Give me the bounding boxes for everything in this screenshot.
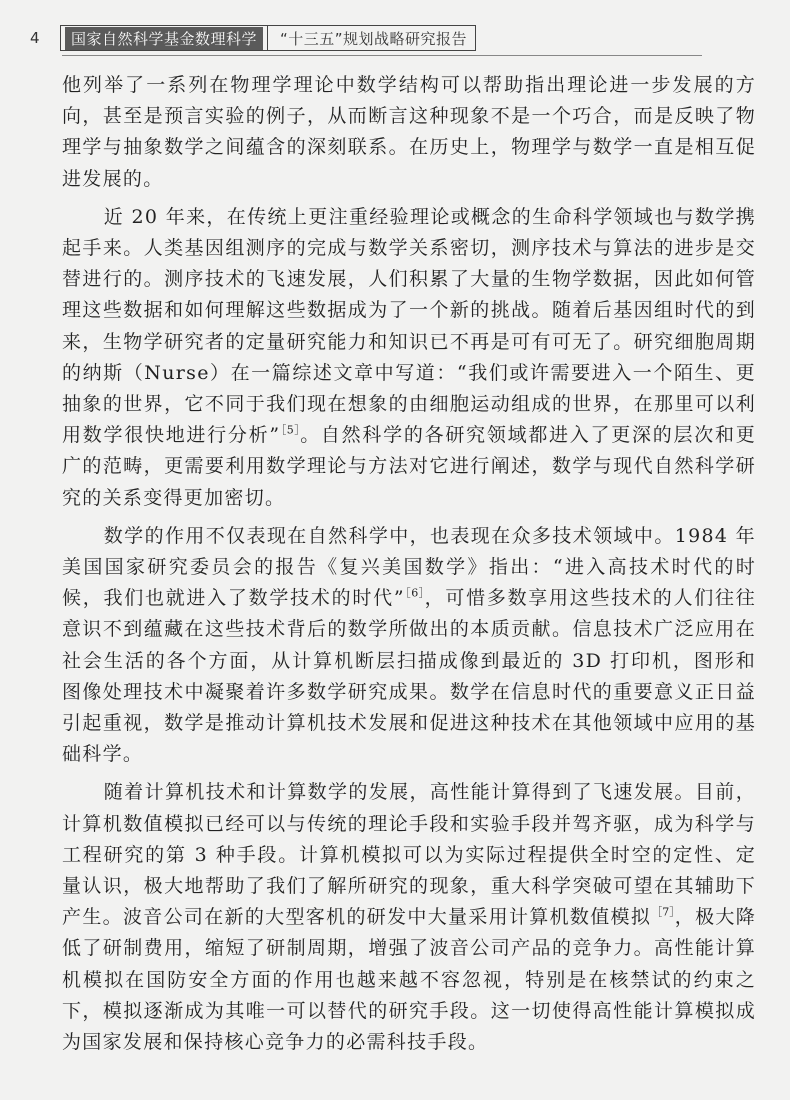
body-text — [62, 70, 756, 1065]
paragraph-text: 。自然科学的各研究领域都进入了更深的层次和更广的范畴，更需要利用数学理论与方法对它进行阐述，数学与现代自然科学研究的关系变得更加密切。 — [62, 424, 757, 509]
paragraph — [62, 521, 756, 771]
paragraph-text: 近 20 年来，在传统上更注重经验理论或概念的生命科学领域也与数学携起手来。人类基因组测序的完成与数学关系密切，测序技术与算法的进步是交替进行的。测序技术的飞速发展，人们积累了大量的生物学数据，因此如何管理这些数据和如何理解这些数据成为了一个新的挑战。随着后基因组时代的到来，生物学研究者的定量研究能力和知识已不再是可有可无了。研究细胞周期的纳斯（Nurse）在一篇综述文章中写道：“我们或许需要进入一个陌生、更抽象的世界，它不同于我们现在想象的由细胞运动组成的世界，在那里可以利用数学很快地进行分析” — [62, 205, 756, 447]
page-number: 4 — [30, 29, 40, 47]
paragraph-text: 随着计算机技术和计算数学的发展，高性能计算得到了飞速发展。目前，计算机数值模拟已经可以与传统的理论手段和实验手段并驾齐驱，成为科学与工程研究的第 3 种手段。计算机模拟可以为实际过程提供全时空的定性、定量认识，极大地帮助了我们了解所研究的现象，重大科学突破可望在其辅助下产生。波音公司在新的大型客机的研发中大量采用计算机数值模拟 — [62, 781, 756, 929]
running-header — [30, 24, 476, 52]
citation-ref: ［6］ — [404, 586, 425, 600]
series-box — [60, 25, 268, 51]
header-title: “十三五”规划战略研究报告 — [268, 25, 476, 51]
paragraph — [62, 70, 756, 195]
paragraph-text: ，可惜多数享用这些技术的人们往往意识不到蕴藏在这些技术背后的数学所做出的本质贡献。信息技术广泛应用在社会生活的各个方面，从计算机断层扫描成像到最近的 3D 打印机，图形和图像处理技术中凝聚着许多数学研究成果。数学在信息时代的重要意义正日益引起重视，数学是推动计算机技术发展和促进这种技术在其他领域中应用的基础科学。 — [62, 587, 756, 766]
paragraph-text: ，极大降低了研制费用，缩短了研制周期，增强了波音公司产品的竞争力。高性能计算机模拟在国防安全方面的作用也越来越不容忽视，特别是在核禁试的约束之下，模拟逐渐成为其唯一可以替代的研究手段。这一切使得高性能计算模拟成为国家发展和保持核心竞争力的必需科技手段。 — [62, 906, 757, 1054]
series-label: 国家自然科学基金数理科学 — [65, 27, 263, 50]
paragraph-text: 数学的作用不仅表现在自然科学中，也表现在众多技术领域中。1984 年美国国家研究委员会的报告《复兴美国数学》指出：“进入高技术时代的时候，我们也就进入了数学技术的时代” — [62, 524, 756, 610]
paragraph-text: 他列举了一系列在物理学理论中数学结构可以帮助指出理论进一步发展的方向，甚至是预言实验的例子，从而断言这种现象不是一个巧合，而是反映了物理学与抽象数学之间蕴含的深刻联系。在历史上，物理学与数学一直是相互促进发展的。 — [62, 74, 756, 190]
paragraph — [62, 777, 756, 1058]
paragraph — [62, 202, 756, 514]
citation-ref: ［5］ — [280, 423, 301, 437]
header-rule — [62, 55, 702, 56]
citation-ref: ［7］ — [651, 905, 675, 919]
